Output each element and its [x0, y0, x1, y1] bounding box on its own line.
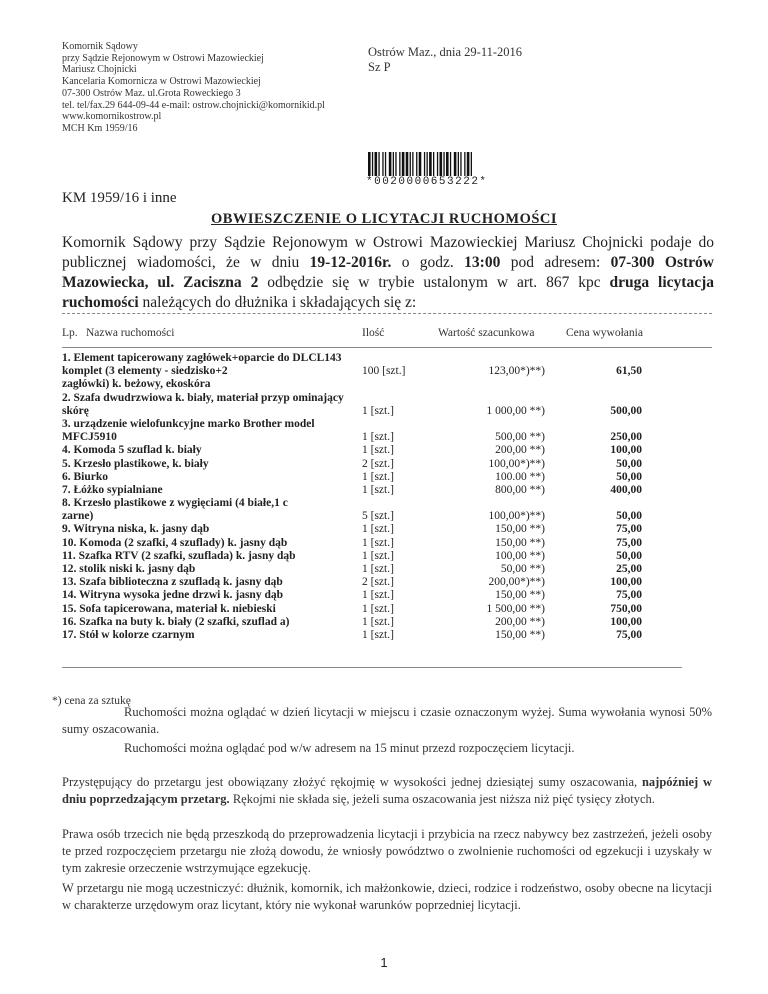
price-cell: 25,00: [616, 563, 642, 575]
item-line: 5. Krzesło plastikowe, k. biały: [62, 457, 209, 470]
office-line: Mariusz Chojnicki: [62, 64, 137, 76]
header-lp: Lp.: [62, 327, 78, 339]
qty-cell: 1 [szt.]: [362, 404, 394, 417]
footnote: *) cena za sztukę: [52, 695, 131, 707]
auction-address: 07-300 Ostrów Mazowiecka, ul. Zaciszna 2: [62, 254, 714, 291]
item-line: 8. Krzesło plastikowe z wygięciami (4 białe,1 c: [62, 497, 288, 510]
paragraph-viewing: Ruchomości można oglądać w dzień licytacji w miejscu i czasie oznaczonym wyżej. Suma wywołania wynosi 50% sumy oszacowania.: [62, 705, 712, 736]
barcode-bar: [385, 152, 386, 176]
barcode-bar: [416, 152, 417, 176]
price-cell: 750,00: [610, 602, 642, 615]
initials: Sz P: [368, 60, 391, 74]
qty-cell: 1 [szt.]: [362, 431, 394, 444]
value-cell: [430, 392, 545, 405]
qty-cell: [362, 378, 405, 391]
price-cell: 75,00: [616, 523, 642, 536]
value-cell: 100,00 **): [495, 549, 545, 562]
barcode-bar: [368, 152, 371, 176]
value-cell: 123,00*)**): [488, 365, 545, 378]
item-line: 1. Element tapicerowany zagłówek+oparcie do DLCL143: [62, 352, 342, 364]
office-line: Kancelaria Komornicza w Ostrowi Mazowieckiej: [62, 76, 261, 88]
barcode-bar: [454, 152, 457, 176]
qty-cell: 1 [szt.]: [362, 549, 394, 562]
deposit-text: Przystępujący do przetargu jest obowiązany złożyć rękojmię w wysokości jednej dziesiątej sumy oszacowania,: [62, 775, 642, 789]
item-line: 3. urządzenie wielofunkcyjne marko Brother model: [62, 417, 315, 430]
barcode-bar: [424, 152, 425, 176]
office-line: 07-300 Ostrów Maz. ul.Grota Roweckiego 3: [62, 87, 241, 99]
item-line: MFCJ5910: [62, 431, 117, 444]
intro-text: pod adresem:: [500, 254, 611, 271]
place-date: Ostrów Maz., dnia 29-11-2016: [368, 45, 523, 59]
value-cell: 100,00*)**): [488, 510, 545, 523]
auction-type: druga licytacja ruchomości: [62, 274, 715, 311]
qty-cell: 1 [szt.]: [362, 470, 394, 483]
intro-text: Komornik Sądowy przy Sądzie Rejonowym w Ostrowi Mazowieckiej Mariusz Chojnicki podaje do publicznej wiadomości, że w dniu: [62, 234, 714, 271]
table-top-rule: [62, 313, 712, 314]
items-column: [62, 352, 344, 642]
office-line: Komornik Sądowy: [62, 41, 138, 52]
qty-cell: 1 [szt.]: [362, 602, 394, 615]
item-line: 17. Stół w kolorze czarnym: [62, 628, 195, 641]
office-line: przy Sądzie Rejonowym w Ostrowi Mazowieckiej: [62, 52, 264, 64]
value-cell: 150,00 **): [495, 536, 545, 549]
header-value: Wartość szacunkowa: [438, 327, 535, 339]
barcode-bar: [450, 152, 451, 176]
barcode-bar: [402, 152, 405, 176]
item-line: 7. Łóżko sypialniane: [62, 483, 163, 496]
deposit-text: Rękojmi nie składa się, jeżeli suma oszacowania jest niższa niż pięć tysięcy złotych.: [229, 792, 655, 806]
value-cell: 150,00 **): [495, 523, 545, 536]
qty-cell: 1 [szt.]: [362, 628, 394, 641]
value-cell: 800,00 **): [495, 483, 545, 496]
price-cell: 100,00: [610, 444, 642, 457]
price-cell: [570, 392, 642, 405]
office-info: [62, 41, 325, 135]
value-cell: 150,00 **): [495, 628, 545, 641]
item-line: skórę: [62, 404, 89, 417]
paragraph-viewing-time: Ruchomości można oglądać pod w/w adresem na 15 minut przezd rozpoczęciem licytacji.: [124, 741, 575, 755]
office-line: www.komornikostrow.pl: [62, 111, 162, 123]
qty-cell: 1 [szt.]: [362, 483, 394, 496]
barcode-bar: [419, 152, 422, 176]
value-cell: 200,00*)**): [488, 576, 545, 589]
barcode-bar: [437, 152, 438, 176]
item-line: 6. Biurko: [62, 470, 109, 483]
barcode: [368, 152, 526, 176]
qty-cell: [362, 392, 405, 405]
price-cell: 50,00: [616, 510, 642, 523]
item-line: zarne): [62, 510, 94, 523]
price-cell: 61,50: [616, 365, 642, 378]
item-line: 14. Witryna wysoka jedne drzwi k. jasny dąb: [62, 589, 283, 602]
qty-cell: 1 [szt.]: [362, 563, 394, 575]
header-price: Cena wywołania: [566, 327, 643, 339]
qty-cell: 1 [szt.]: [362, 589, 394, 602]
value-cell: [430, 352, 545, 365]
item-line: 9. Witryna niska, k. jasny dąb: [62, 523, 210, 536]
qty-cell: 1 [szt.]: [362, 615, 394, 628]
price-cell: 75,00: [616, 536, 642, 549]
intro-text: należących do dłużnika i składających się z:: [138, 294, 417, 311]
notice-title: OBWIESZCZENIE O LICYTACJI RUCHOMOŚCI: [210, 211, 558, 227]
qty-cell: 2 [szt.]: [362, 576, 394, 589]
price-cell: 75,00: [616, 628, 642, 641]
barcode-text: *0020000653222*: [366, 176, 488, 188]
barcode-bar: [427, 152, 428, 176]
item-line: 13. Szafa biblioteczna z szufladą k. jasny dąb: [62, 576, 283, 589]
qty-cell: [362, 497, 405, 510]
barcode-bar: [410, 152, 411, 176]
office-line: tel. tel/fax.29 644-09-44 e-mail: ostrow.chojnicki@komornikid.pl: [62, 99, 325, 111]
qty-cell: 5 [szt.]: [362, 510, 394, 523]
barcode-bar: [458, 152, 459, 176]
barcode-bar: [375, 152, 378, 176]
paragraph-deposit: [62, 774, 712, 808]
barcode-bar: [389, 152, 392, 176]
price-cell: [570, 378, 642, 391]
item-line: 11. Szafka RTV (2 szafki, szuflada) k. jasny dąb: [62, 549, 296, 562]
value-cell: 50,00 **): [500, 563, 545, 575]
value-cell: 200,00 **): [495, 615, 545, 628]
item-line: 10. Komoda (2 szafki, 4 szuflady) k. jasny dąb: [62, 536, 288, 549]
item-line: zagłówki) k. beżowy, ekoskóra: [62, 378, 211, 391]
item-line: 4. Komoda 5 szuflad k. biały: [62, 444, 202, 457]
barcode-bar: [464, 152, 465, 176]
qty-cell: 1 [szt.]: [362, 444, 394, 457]
barcode-bar: [433, 152, 434, 176]
value-cell: [430, 378, 545, 391]
intro-text: odbędzie się w trybie ustalonym w art. 867 kpc: [258, 274, 610, 291]
value-cell: [430, 497, 545, 510]
value-cell: 150,00 **): [495, 589, 545, 602]
value-cell: 500,00 **): [495, 431, 545, 444]
barcode-bar: [443, 152, 444, 176]
value-column: [430, 352, 545, 642]
barcode-bar: [372, 152, 373, 176]
intro-paragraph: [62, 233, 714, 313]
price-cell: 500,00: [610, 404, 642, 417]
price-cell: 50,00: [616, 457, 642, 470]
deposit-deadline: najpóźniej w dniu poprzedzającym przetarg.: [62, 775, 712, 806]
barcode-bar: [393, 152, 394, 176]
qty-cell: 2 [szt.]: [362, 457, 394, 470]
item-line: 16. Szafka na buty k. biały (2 szafki, szuflad a): [62, 615, 290, 628]
item-line: 15. Sofa tapicerowana, materiał k. niebieski: [62, 602, 276, 615]
page-number: 1: [380, 955, 388, 970]
case-reference: KM 1959/16 i inne: [62, 190, 177, 206]
item-line: komplet (3 elementy - siedzisko+2: [62, 365, 228, 378]
auction-time: 13:00: [464, 254, 501, 271]
qty-column: [362, 352, 405, 642]
price-column: [570, 352, 642, 642]
qty-cell: 1 [szt.]: [362, 536, 394, 549]
barcode-bar: [467, 152, 470, 176]
price-cell: 100,00: [610, 576, 642, 589]
table-bottom-rule: [62, 667, 682, 668]
barcode-bar: [471, 152, 472, 176]
barcode-bar: [440, 152, 443, 176]
price-cell: 75,00: [616, 589, 642, 602]
price-cell: 50,00: [616, 470, 642, 483]
barcode-bar: [460, 152, 461, 176]
barcode-bar: [406, 152, 409, 176]
price-cell: [570, 418, 642, 431]
auction-date: 19-12-2016r.: [309, 254, 392, 271]
value-cell: 100.00 **): [495, 470, 545, 483]
barcode-bar: [382, 152, 383, 176]
value-cell: 200,00 **): [495, 444, 545, 457]
price-cell: 400,00: [610, 483, 642, 496]
price-cell: 50,00: [616, 549, 642, 562]
price-cell: [570, 352, 642, 365]
table-header-rule: [62, 347, 712, 348]
header-name: Nazwa ruchomości: [86, 327, 175, 339]
value-cell: 1 000,00 **): [486, 404, 545, 417]
barcode-bar: [429, 152, 432, 176]
place-date-block: [368, 45, 522, 75]
barcode-bar: [395, 152, 396, 176]
value-cell: 100,00*)**): [488, 457, 545, 470]
item-line: 2. Szafa dwudrzwiowa k. biały, materiał przyp ominający: [62, 391, 344, 404]
paragraph-exclusions: W przetargu nie mogą uczestniczyć: dłużnik, komornik, ich małżonkowie, dzieci, rodzice i rodzeństwo, osoby obecne na licytacji w charakterze urzędowym oraz licytant, który nie wykonał warunków poprzedniej licytacji.: [62, 881, 712, 912]
header-qty: Ilość: [362, 327, 385, 339]
barcode-bar: [378, 152, 379, 176]
qty-cell: 1 [szt.]: [362, 523, 394, 536]
price-cell: [570, 497, 642, 510]
barcode-bar: [446, 152, 449, 176]
barcode-bar: [399, 152, 400, 176]
price-cell: 250,00: [610, 431, 642, 444]
office-line: MCH Km 1959/16: [62, 122, 138, 134]
value-cell: 1 500,00 **): [486, 602, 545, 615]
qty-cell: [362, 352, 405, 365]
value-cell: [430, 418, 545, 431]
barcode-bar: [412, 152, 413, 176]
price-cell: 100,00: [610, 615, 642, 628]
qty-cell: [362, 418, 405, 431]
intro-text: o godz.: [391, 254, 465, 271]
item-line: 12. stolik niski k. jasny dąb: [62, 563, 196, 575]
qty-cell: 100 [szt.]: [362, 365, 406, 378]
paragraph-third-parties: Prawa osób trzecich nie będą przeszkodą do przeprowadzenia licytacji i przybicia na rzecz nabywcy bez zastrzeżeń, jeżeli osoby te przed rozpoczęciem przetargu nie złożą dowodu, że wniosły powództwo o zwolnienie ruchomości od egzekucji i uzyskały w tym zakresie orzeczenie wstrzymujące egzekucję.: [62, 827, 712, 875]
